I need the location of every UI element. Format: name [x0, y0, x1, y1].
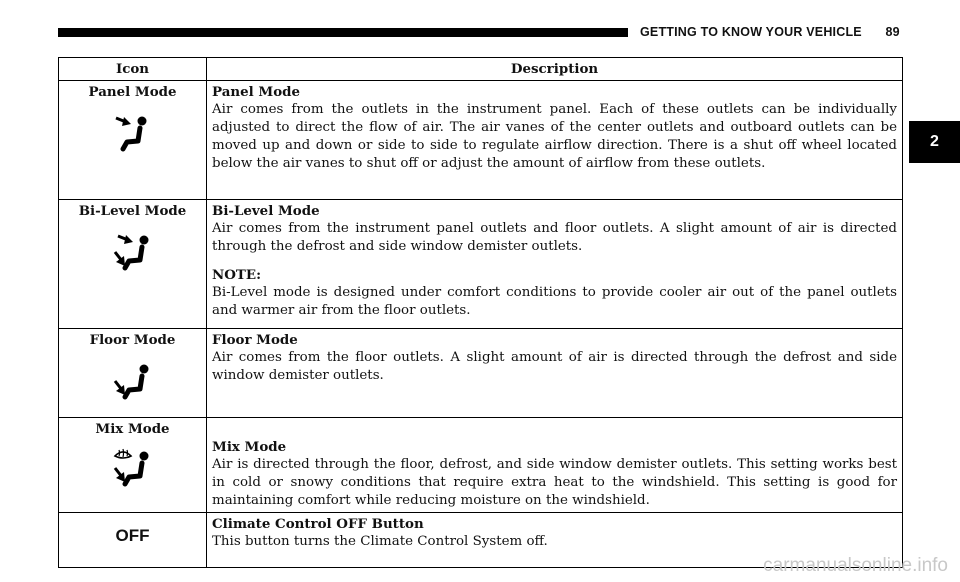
row-title: Floor Mode: [212, 332, 298, 348]
icon-label: Mix Mode: [95, 421, 170, 437]
icon-label: Panel Mode: [88, 84, 177, 100]
row-text: Air is directed through the floor, defrost, and side window demister outlets. This setting works best in cold or snowy conditions that require extra heat to the windshield. This setting is good for maintaining comfort while reducing moisture on the windshield.: [212, 457, 897, 508]
section-title: GETTING TO KNOW YOUR VEHICLE: [640, 25, 862, 39]
description-cell: [207, 200, 903, 329]
row-text: This button turns the Climate Control System off.: [212, 534, 548, 549]
table-row: [59, 329, 903, 418]
chapter-tab: 2: [909, 121, 960, 163]
table-row: [59, 418, 903, 513]
description-cell: [207, 329, 903, 418]
note-text: Bi-Level mode is designed under comfort conditions to provide cooler air out of the panel outlets and warmer air from the floor outlets.: [212, 285, 897, 318]
note: [212, 266, 897, 320]
floor-mode-icon: [111, 361, 155, 401]
table-row: [59, 81, 903, 200]
icon-label: Bi-Level Mode: [78, 203, 187, 219]
table-row: [59, 200, 903, 329]
description-cell: [207, 81, 903, 200]
row-text: Air comes from the instrument panel outlets and floor outlets. A slight amount of air is directed through the defrost and side window demister outlets.: [212, 221, 897, 254]
description-cell: [207, 418, 903, 513]
running-header: [640, 25, 900, 39]
description-column-header: Description: [207, 58, 903, 81]
row-text: Air comes from the outlets in the instrument panel. Each of these outlets can be individually adjusted to direct the flow of air. The air vanes of the center outlets and outboard outlets can be moved up and down or side to side to regulate airflow direction. There is a shut off wheel located below the air vanes to shut off or adjust the amount of airflow from these outlets.: [212, 102, 897, 171]
icon-column-header: Icon: [59, 58, 207, 81]
icon-cell: [59, 200, 207, 329]
mix-mode-icon: [111, 446, 155, 488]
icon-cell: [59, 81, 207, 200]
row-title: Bi-Level Mode: [212, 203, 320, 219]
icon-cell: [59, 513, 207, 568]
row-title: Panel Mode: [212, 84, 301, 100]
table-header-row: [59, 58, 903, 81]
panel-mode-icon: [113, 113, 153, 153]
note-title: NOTE:: [212, 267, 262, 283]
page-number: 89: [885, 25, 900, 39]
header-rule: [58, 28, 628, 37]
icon-cell: [59, 418, 207, 513]
watermark: carmanualsonline.info: [763, 555, 948, 576]
row-title: Mix Mode: [212, 439, 287, 455]
icon-cell: [59, 329, 207, 418]
off-icon: OFF: [115, 526, 150, 545]
bi-level-mode-icon: [111, 232, 155, 272]
row-text: Air comes from the floor outlets. A slight amount of air is directed through the defrost and side window demister outlets.: [212, 350, 897, 383]
icon-label: Floor Mode: [89, 332, 176, 348]
mode-table: [58, 57, 903, 568]
row-title: Climate Control OFF Button: [212, 516, 424, 532]
